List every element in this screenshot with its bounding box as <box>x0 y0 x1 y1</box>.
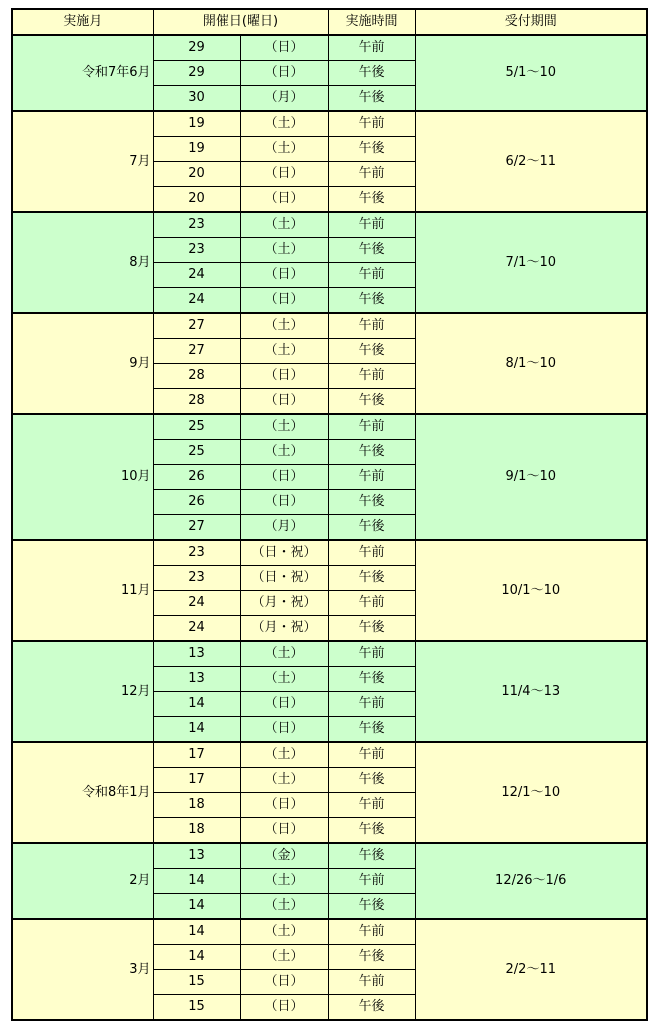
session-cell: 午前 <box>328 692 415 717</box>
session-cell: 午後 <box>328 894 415 920</box>
month-cell: 令和8年1月 <box>12 742 153 843</box>
period-cell: 2/2～11 <box>415 919 647 1020</box>
weekday-cell: （月・祝） <box>240 591 328 616</box>
month-cell: 9月 <box>12 313 153 414</box>
day-cell: 23 <box>153 540 240 566</box>
weekday-cell: （日） <box>240 793 328 818</box>
weekday-cell: （土） <box>240 667 328 692</box>
schedule-table <box>11 8 648 1021</box>
header-row <box>12 9 647 35</box>
weekday-cell: （日） <box>240 263 328 288</box>
month-cell: 2月 <box>12 843 153 919</box>
weekday-cell: （日） <box>240 717 328 743</box>
weekday-cell: （日） <box>240 35 328 61</box>
day-cell: 19 <box>153 111 240 137</box>
weekday-cell: （土） <box>240 919 328 945</box>
weekday-cell: （土） <box>240 212 328 238</box>
day-cell: 25 <box>153 440 240 465</box>
table-row <box>12 111 647 137</box>
table-row <box>12 641 647 667</box>
day-cell: 17 <box>153 742 240 768</box>
table-row <box>12 212 647 238</box>
day-cell: 14 <box>153 717 240 743</box>
weekday-cell: （土） <box>240 137 328 162</box>
table-row <box>12 414 647 440</box>
day-cell: 20 <box>153 162 240 187</box>
header-session: 実施時間 <box>328 9 415 35</box>
header-month: 実施月 <box>12 9 153 35</box>
weekday-cell: （土） <box>240 945 328 970</box>
weekday-cell: （日） <box>240 389 328 415</box>
session-cell: 午後 <box>328 945 415 970</box>
day-cell: 13 <box>153 667 240 692</box>
session-cell: 午後 <box>328 616 415 642</box>
weekday-cell: （日） <box>240 818 328 844</box>
weekday-cell: （日） <box>240 61 328 86</box>
day-cell: 26 <box>153 465 240 490</box>
weekday-cell: （日） <box>240 995 328 1021</box>
month-group <box>12 843 647 919</box>
month-group <box>12 35 647 111</box>
weekday-cell: （土） <box>240 339 328 364</box>
month-cell: 8月 <box>12 212 153 313</box>
weekday-cell: （日） <box>240 364 328 389</box>
session-cell: 午後 <box>328 440 415 465</box>
day-cell: 24 <box>153 263 240 288</box>
day-cell: 13 <box>153 641 240 667</box>
session-cell: 午後 <box>328 717 415 743</box>
day-cell: 29 <box>153 61 240 86</box>
session-cell: 午前 <box>328 263 415 288</box>
table-row <box>12 742 647 768</box>
day-cell: 24 <box>153 591 240 616</box>
session-cell: 午前 <box>328 162 415 187</box>
weekday-cell: （土） <box>240 869 328 894</box>
weekday-cell: （日） <box>240 162 328 187</box>
month-cell: 10月 <box>12 414 153 540</box>
session-cell: 午後 <box>328 339 415 364</box>
weekday-cell: （日） <box>240 465 328 490</box>
session-cell: 午後 <box>328 238 415 263</box>
day-cell: 27 <box>153 313 240 339</box>
weekday-cell: （日） <box>240 187 328 213</box>
day-cell: 14 <box>153 894 240 920</box>
day-cell: 23 <box>153 212 240 238</box>
session-cell: 午前 <box>328 35 415 61</box>
session-cell: 午後 <box>328 667 415 692</box>
session-cell: 午前 <box>328 793 415 818</box>
day-cell: 19 <box>153 137 240 162</box>
period-cell: 7/1～10 <box>415 212 647 313</box>
header-period: 受付期間 <box>415 9 647 35</box>
weekday-cell: （月） <box>240 515 328 541</box>
day-cell: 18 <box>153 793 240 818</box>
day-cell: 23 <box>153 566 240 591</box>
table-row <box>12 35 647 61</box>
weekday-cell: （土） <box>240 742 328 768</box>
month-group <box>12 540 647 641</box>
period-cell: 6/2～11 <box>415 111 647 212</box>
day-cell: 26 <box>153 490 240 515</box>
session-cell: 午前 <box>328 641 415 667</box>
session-cell: 午前 <box>328 970 415 995</box>
session-cell: 午後 <box>328 137 415 162</box>
session-cell: 午後 <box>328 566 415 591</box>
month-group <box>12 641 647 742</box>
month-group <box>12 742 647 843</box>
weekday-cell: （日） <box>240 490 328 515</box>
session-cell: 午後 <box>328 86 415 112</box>
session-cell: 午前 <box>328 111 415 137</box>
weekday-cell: （土） <box>240 414 328 440</box>
month-group <box>12 111 647 212</box>
day-cell: 14 <box>153 919 240 945</box>
weekday-cell: （土） <box>240 641 328 667</box>
month-group <box>12 313 647 414</box>
day-cell: 17 <box>153 768 240 793</box>
session-cell: 午後 <box>328 995 415 1021</box>
session-cell: 午前 <box>328 919 415 945</box>
header-date: 開催日(曜日) <box>153 9 328 35</box>
day-cell: 28 <box>153 364 240 389</box>
weekday-cell: （日・祝） <box>240 566 328 591</box>
weekday-cell: （土） <box>240 768 328 793</box>
session-cell: 午前 <box>328 212 415 238</box>
day-cell: 29 <box>153 35 240 61</box>
month-cell: 3月 <box>12 919 153 1020</box>
schedule-header <box>12 9 647 35</box>
session-cell: 午後 <box>328 187 415 213</box>
month-cell: 7月 <box>12 111 153 212</box>
weekday-cell: （土） <box>240 111 328 137</box>
table-row <box>12 843 647 869</box>
day-cell: 28 <box>153 389 240 415</box>
month-cell: 11月 <box>12 540 153 641</box>
weekday-cell: （土） <box>240 238 328 263</box>
session-cell: 午前 <box>328 591 415 616</box>
day-cell: 18 <box>153 818 240 844</box>
period-cell: 5/1～10 <box>415 35 647 111</box>
session-cell: 午前 <box>328 364 415 389</box>
weekday-cell: （月） <box>240 86 328 112</box>
session-cell: 午前 <box>328 414 415 440</box>
session-cell: 午後 <box>328 768 415 793</box>
month-group <box>12 414 647 540</box>
period-cell: 12/26～1/6 <box>415 843 647 919</box>
day-cell: 20 <box>153 187 240 213</box>
session-cell: 午後 <box>328 490 415 515</box>
session-cell: 午前 <box>328 869 415 894</box>
month-group <box>12 919 647 1020</box>
day-cell: 25 <box>153 414 240 440</box>
month-cell: 12月 <box>12 641 153 742</box>
weekday-cell: （月・祝） <box>240 616 328 642</box>
day-cell: 14 <box>153 692 240 717</box>
month-group <box>12 212 647 313</box>
weekday-cell: （土） <box>240 894 328 920</box>
period-cell: 8/1～10 <box>415 313 647 414</box>
day-cell: 15 <box>153 995 240 1021</box>
session-cell: 午後 <box>328 843 415 869</box>
day-cell: 14 <box>153 869 240 894</box>
weekday-cell: （日） <box>240 288 328 314</box>
session-cell: 午前 <box>328 313 415 339</box>
weekday-cell: （日・祝） <box>240 540 328 566</box>
day-cell: 27 <box>153 339 240 364</box>
period-cell: 9/1～10 <box>415 414 647 540</box>
weekday-cell: （日） <box>240 970 328 995</box>
session-cell: 午後 <box>328 515 415 541</box>
weekday-cell: （土） <box>240 313 328 339</box>
day-cell: 30 <box>153 86 240 112</box>
day-cell: 27 <box>153 515 240 541</box>
session-cell: 午後 <box>328 61 415 86</box>
day-cell: 15 <box>153 970 240 995</box>
table-row <box>12 540 647 566</box>
day-cell: 24 <box>153 616 240 642</box>
session-cell: 午後 <box>328 288 415 314</box>
period-cell: 12/1～10 <box>415 742 647 843</box>
session-cell: 午前 <box>328 540 415 566</box>
session-cell: 午後 <box>328 389 415 415</box>
table-row <box>12 919 647 945</box>
weekday-cell: （土） <box>240 440 328 465</box>
day-cell: 24 <box>153 288 240 314</box>
session-cell: 午後 <box>328 818 415 844</box>
weekday-cell: （日） <box>240 692 328 717</box>
period-cell: 11/4～13 <box>415 641 647 742</box>
day-cell: 14 <box>153 945 240 970</box>
session-cell: 午前 <box>328 742 415 768</box>
day-cell: 13 <box>153 843 240 869</box>
session-cell: 午前 <box>328 465 415 490</box>
weekday-cell: （金） <box>240 843 328 869</box>
day-cell: 23 <box>153 238 240 263</box>
period-cell: 10/1～10 <box>415 540 647 641</box>
month-cell: 令和7年6月 <box>12 35 153 111</box>
table-row <box>12 313 647 339</box>
